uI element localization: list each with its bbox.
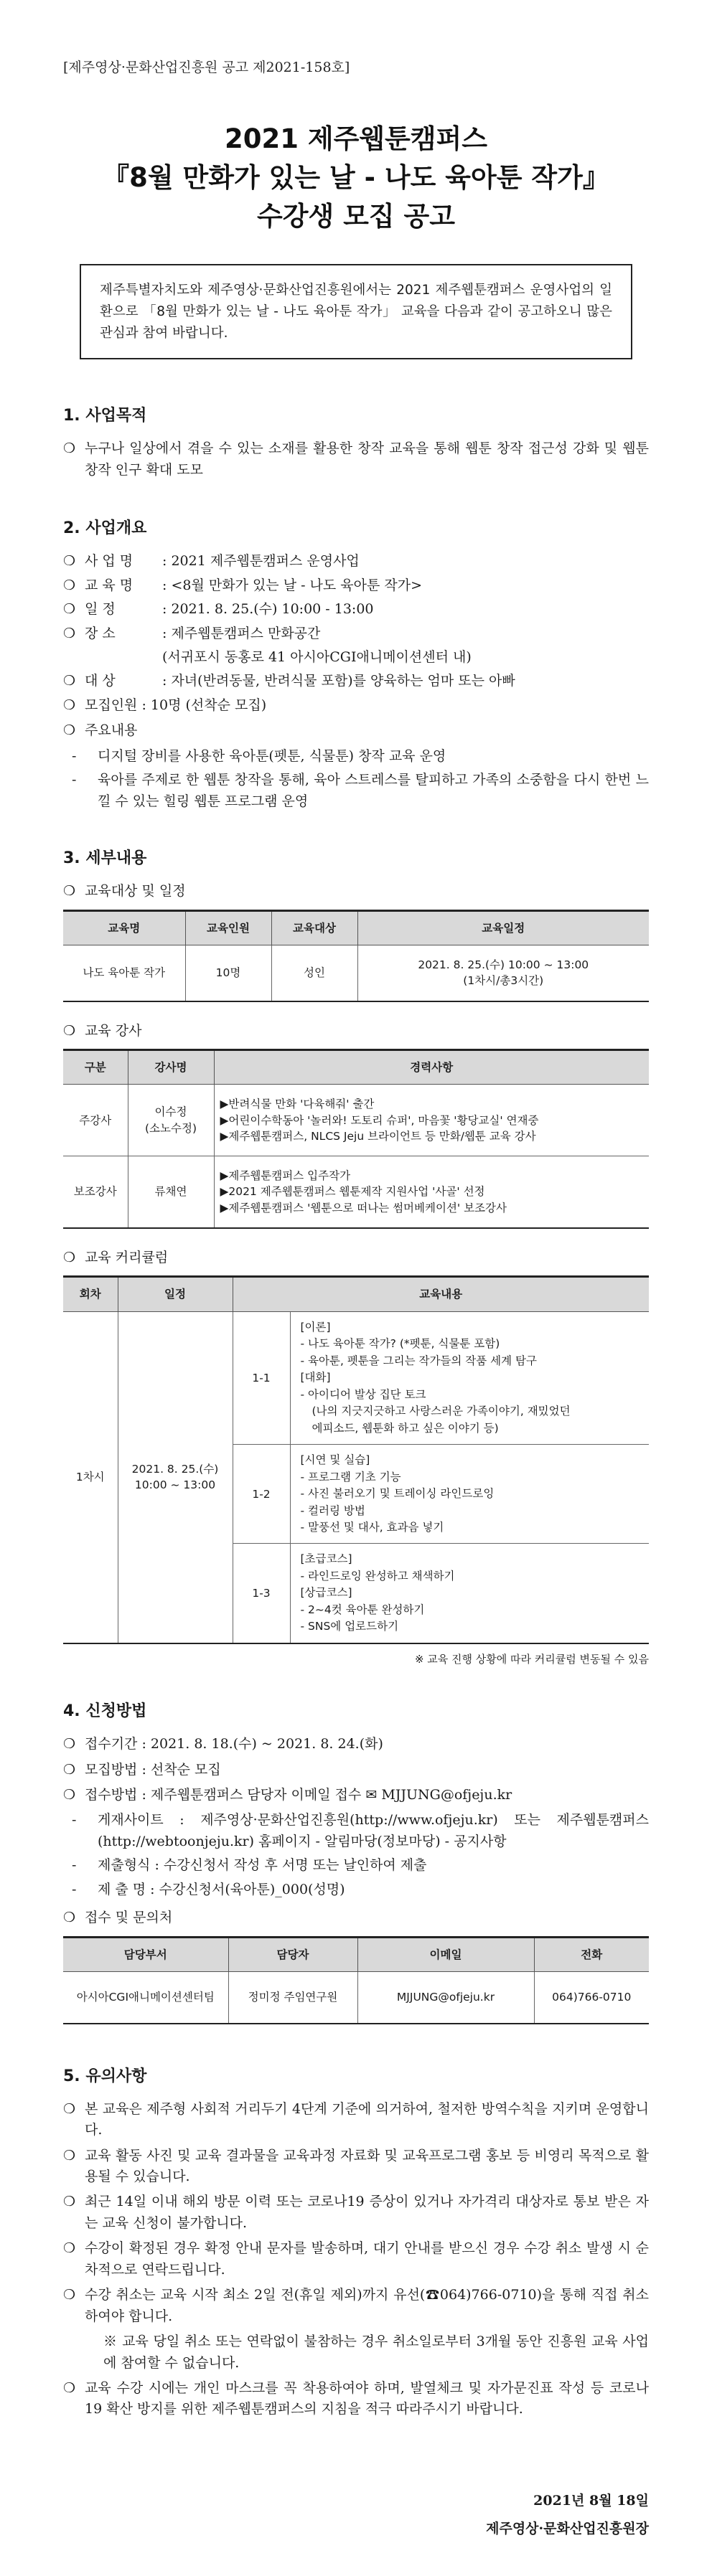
- title-line-3: 수강생 모집 공고: [257, 200, 455, 232]
- section-heading: 4. 신청방법: [63, 1702, 147, 1721]
- notes-item: ❍ 최근 14일 이내 해외 방문 이력 또는 코로나19 증상이 있거나 자가격리 대상자로 통보 받은 자는 교육 신청이 불가합니다.: [63, 2192, 649, 2234]
- circle-bullet-icon: ❍: [63, 553, 76, 570]
- circle-bullet-icon: ❍: [63, 2240, 76, 2257]
- contact-table: [63, 1936, 649, 2024]
- table-row: 보조강사 류채연 ▶제주웹툰캠퍼스 입주작가 ▶2021 제주웹툰캠퍼스 웹툰제작 지원사업 '사골' 선정 ▶제주웹툰캠퍼스 '웹툰으로 떠나는 썸머베케이션' 보조강사: [63, 1156, 649, 1228]
- circle-bullet-icon: ❍: [63, 440, 76, 457]
- title-line-1: 2021 제주웹툰캠퍼스: [224, 123, 488, 155]
- circle-bullet-icon: ❍: [63, 1761, 76, 1778]
- posting-site: - 게재사이트 : 제주영상·문화산업진흥원(http://www.ofjeju.kr) 또는 제주웹툰캠퍼스(http://webtoonjeju.kr) 홈페이지 - 알림마당(정보마당) - 공지사항: [63, 1810, 649, 1852]
- main-content-item: - 디지털 장비를 사용한 육아툰(펫툰, 식물툰) 창작 교육 운영: [63, 746, 649, 767]
- main-content-item: - 육아를 주제로 한 웹툰 창작을 통해, 육아 스트레스를 탈피하고 가족의 소중함을 다시 한번 느낄 수 있는 힐링 웹툰 프로그램 운영: [63, 770, 649, 812]
- contact-label: ❍ 접수 및 문의처: [63, 1907, 649, 1928]
- notes-item: ❍ 교육 수강 시에는 개인 마스크를 꼭 착용하여야 하며, 발열체크 및 자가문진표 작성 등 코로나19 확산 방지를 위한 제주웹툰캠퍼스의 지침을 적극 따라주시기 바랍니다.: [63, 2378, 649, 2420]
- section-overview: [63, 516, 649, 812]
- table-header: 교육인원: [185, 910, 271, 945]
- overview-row: ❍ 사 업 명 : 2021 제주웹툰캠퍼스 운영사업: [63, 551, 649, 572]
- circle-bullet-icon: ❍: [63, 883, 76, 900]
- dash-bullet: -: [72, 1857, 77, 1874]
- table-header: 전화: [534, 1937, 649, 1971]
- section-application: [63, 1699, 649, 2024]
- circle-bullet-icon: ❍: [63, 577, 76, 593]
- table-row: 1-2 [시연 및 실습] - 프로그램 기초 기능 - 사진 불러오기 및 트레이싱 라인드로잉 - 컬러링 방법 - 말풍선 및 대사, 효과음 넣기: [63, 1445, 649, 1544]
- circle-bullet-icon: ❍: [63, 625, 76, 641]
- overview-row: ❍ 교 육 명 : <8월 만화가 있는 날 - 나도 육아툰 작가>: [63, 575, 649, 596]
- table-header: 교육대상: [271, 910, 357, 945]
- section-heading: 2. 사업개요: [63, 519, 147, 538]
- circle-bullet-icon: ❍: [63, 1022, 76, 1039]
- table-header: 담당자: [228, 1937, 357, 1971]
- table-row: 아시아CGI애니메이션센터팀 정미정 주임연구원 MJJUNG@ofjeju.kr 064)766-0710: [63, 1972, 649, 2024]
- subsection-title: ❍ 교육 커리큘럼: [63, 1247, 649, 1268]
- circle-bullet-icon: ❍: [63, 2147, 76, 2164]
- recruit-method: ❍ 모집방법 : 선착순 모집: [63, 1760, 649, 1780]
- place-detail: (서귀포시 동홍로 41 아시아CGI애니메이션센터 내): [162, 648, 472, 665]
- circle-bullet-icon: ❍: [63, 2379, 76, 2396]
- circle-bullet-icon: ❍: [63, 2100, 76, 2117]
- dash-bullet: -: [72, 1881, 77, 1897]
- submit-format: - 제출형식 : 수강신청서 작성 후 서명 또는 날인하여 제출: [63, 1855, 649, 1876]
- subsection-title: ❍ 교육대상 및 일정: [63, 881, 649, 902]
- table-row: 주강사 이수정 (소노수정) ▶반려식물 만화 '다육해줘' 출간 ▶어린이수학동아 '놀러와! 도토리 슈퍼', 마음꽃 '황당교실' 연재중 ▶제주웹툰캠퍼스, NLCS Jeju 브라이언트 등 만화/웹툰 교육 강사: [63, 1085, 649, 1156]
- dash-bullet: -: [72, 772, 77, 788]
- section-purpose: [63, 404, 649, 481]
- table-header: 교육명: [63, 910, 185, 945]
- title-line-2: 『8월 만화가 있는 날 - 나도 육아툰 작가』: [103, 162, 609, 194]
- recruit-count: ❍ 모집인원 : 10명 (선착순 모집): [63, 695, 649, 716]
- notes-item: ❍ 본 교육은 제주형 사회적 거리두기 4단계 기준에 의거하여, 철저한 방역수칙을 지키며 운영합니다.: [63, 2099, 649, 2141]
- purpose-text: ❍ 누구나 일상에서 겪을 수 있는 소재를 활용한 창작 교육을 통해 웹툰 창작 접근성 강화 및 웹툰 창작 인구 확대 도모: [63, 438, 649, 481]
- circle-bullet-icon: ❍: [63, 2194, 76, 2210]
- issuer-name: 제주영상·문화산업진흥원장: [486, 2521, 649, 2537]
- table-header: 구분: [63, 1049, 128, 1084]
- notice-date: 2021년 8월 18일: [533, 2492, 649, 2509]
- overview-row: ❍ 일 정 : 2021. 8. 25.(수) 10:00 - 13:00: [63, 599, 649, 620]
- intro-box: 제주특별자치도와 제주영상·문화산업진흥원에서는 2021 제주웹툰캠퍼스 운영사업의 일환으로 「8월 만화가 있는 날 - 나도 육아툰 작가」 교육을 다음과 같이 공고하오니 많은 관심과 참여 바랍니다.: [80, 264, 632, 359]
- table-header: 회차: [63, 1277, 118, 1311]
- circle-bullet-icon: ❍: [63, 601, 76, 618]
- circle-bullet-icon: ❍: [63, 1249, 76, 1265]
- section-heading: 5. 유의사항: [63, 2067, 147, 2085]
- table-row: 1차시 2021. 8. 25.(수) 10:00 ~ 13:00 1-1 [이론] - 나도 육아툰 작가? (*펫툰, 식물툰 포함) - 육아툰, 펫툰을 그리는 작가들의 작품 세계 탐구 [대화] - 아이디어 발상 집단 토크 (나의 지긋지긋하고 사랑스러운 가족이야기, 재밌었던 에피소드, 웹툰화 하고 싶은 이야기 등): [63, 1311, 649, 1444]
- circle-bullet-icon: ❍: [63, 673, 76, 689]
- table-row: 나도 육아툰 작가 10명 성인 2021. 8. 25.(수) 10:00 ~ 13:00 (1차시/총3시간): [63, 945, 649, 1001]
- circle-bullet-icon: ❍: [63, 697, 76, 713]
- overview-row: ❍ 장 소 : 제주웹툰캠퍼스 만화공간: [63, 623, 649, 644]
- notice-number: [제주영상·문화산업진흥원 공고 제2021-158호]: [63, 60, 350, 75]
- notes-item: ❍ 교육 활동 사진 및 교육 결과물을 교육과정 자료화 및 교육프로그램 홍보 등 비영리 목적으로 활용될 수 있습니다.: [63, 2146, 649, 2188]
- table-header: 교육일정: [357, 910, 649, 945]
- application-period: ❍ 접수기간 : 2021. 8. 18.(수) ~ 2021. 8. 24.(화): [63, 1734, 649, 1755]
- table-header: 교육내용: [233, 1277, 649, 1311]
- schedule-table: [63, 910, 649, 1002]
- table-row: 1-3 [초급코스] - 라인드로잉 완성하고 채색하기 [상급코스] - 2~4컷 육아툰 완성하기 - SNS에 업로드하기: [63, 1544, 649, 1643]
- dash-bullet: -: [72, 1812, 77, 1829]
- notes-item: ❍ 수강 취소는 교육 시작 최소 2일 전(휴일 제외)까지 유선(☎064)766-0710)을 통해 직접 취소하여야 합니다.: [63, 2285, 649, 2327]
- table-header: 경력사항: [214, 1049, 649, 1084]
- table-header: 일정: [118, 1277, 233, 1311]
- section-heading: 1. 사업목적: [63, 407, 147, 425]
- subsection-title: ❍ 교육 강사: [63, 1021, 649, 1042]
- section-notes: [63, 2065, 649, 2420]
- submit-filename: - 제 출 명 : 수강신청서(육아툰)_000(성명): [63, 1879, 649, 1900]
- circle-bullet-icon: ❍: [63, 1910, 76, 1926]
- curriculum-note: ※ 교육 진행 상황에 따라 커리큘럼 변동될 수 있음: [414, 1652, 649, 1666]
- section-heading: 3. 세부내용: [63, 849, 147, 868]
- table-header: 담당부서: [63, 1937, 228, 1971]
- table-header: 이메일: [357, 1937, 534, 1971]
- dash-bullet: -: [72, 747, 77, 764]
- table-header: 강사명: [128, 1049, 214, 1084]
- main-content-label: ❍ 주요내용: [63, 720, 649, 741]
- notes-warning: ※ 교육 당일 취소 또는 연락없이 불참하는 경우 취소일로부터 3개월 동안 진흥원 교육 사업에 참여할 수 없습니다.: [103, 2334, 649, 2371]
- circle-bullet-icon: ❍: [63, 722, 76, 739]
- circle-bullet-icon: ❍: [63, 2287, 76, 2303]
- circle-bullet-icon: ❍: [63, 1787, 76, 1803]
- instructor-table: [63, 1049, 649, 1229]
- application-method: ❍ 접수방법 : 제주웹툰캠퍼스 담당자 이메일 접수 ✉ MJJUNG@ofjeju.kr: [63, 1785, 649, 1806]
- section-details: [63, 846, 649, 1668]
- circle-bullet-icon: ❍: [63, 1736, 76, 1752]
- overview-row: ❍ 대 상 : 자녀(반려동물, 반려식물 포함)를 양육하는 엄마 또는 아빠: [63, 671, 649, 692]
- notes-item: ❍ 수강이 확정된 경우 확정 안내 문자를 발송하며, 대기 안내를 받으신 경우 수강 취소 발생 시 순차적으로 연락드립니다.: [63, 2238, 649, 2280]
- curriculum-table: [63, 1275, 649, 1643]
- notice-title: [63, 120, 649, 235]
